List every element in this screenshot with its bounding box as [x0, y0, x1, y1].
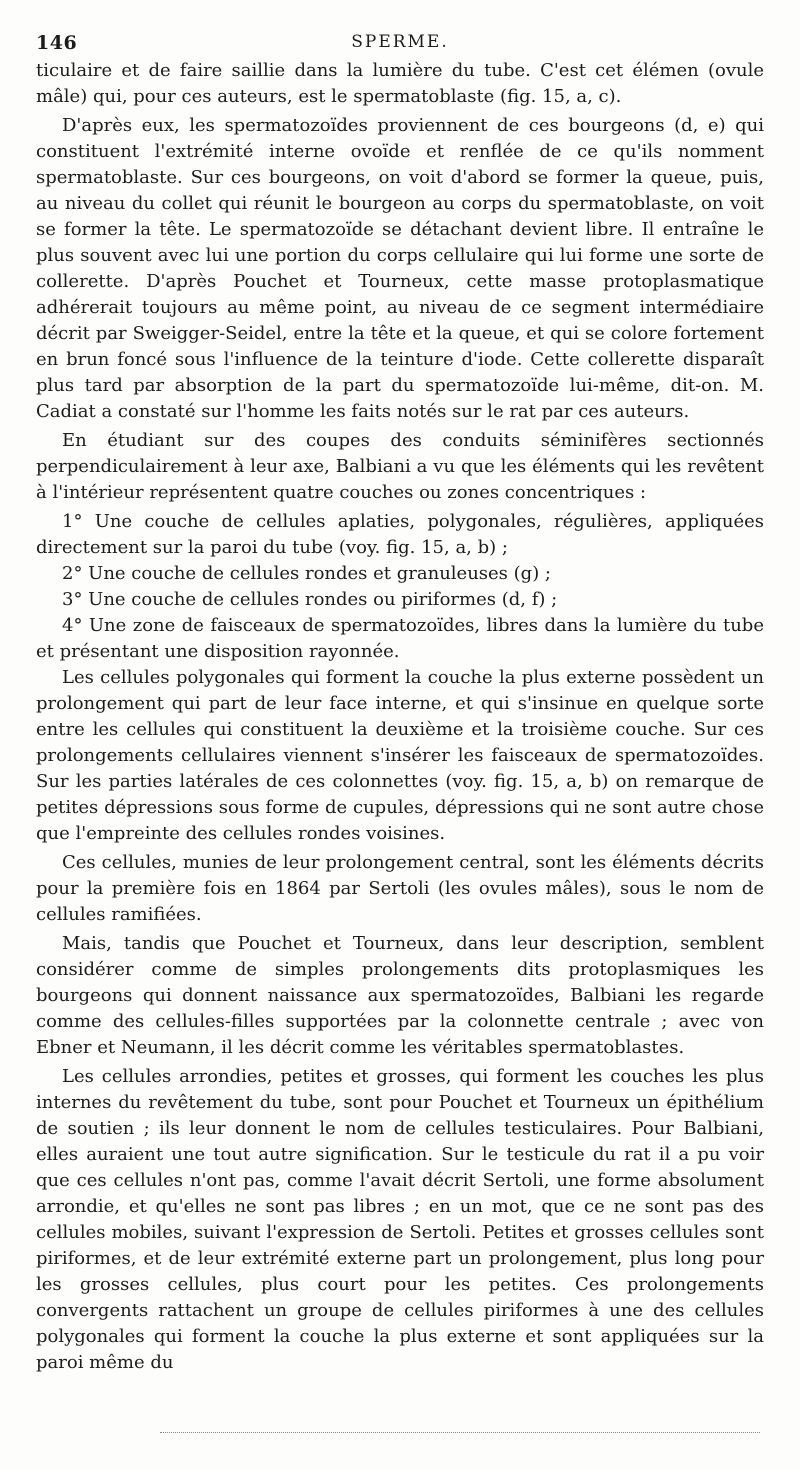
footer-rule [160, 1432, 760, 1433]
list-item-couche-4: 4° Une zone de faisceaux de spermatozoïdes, libres dans la lumière du tube et présentant une disposition rayonnée. [36, 615, 764, 662]
paragraph-cellules-polygonales: Les cellules polygonales qui forment la couche la plus externe possèdent un prolongement qui part de leur face interne, et qui s'insinue en quelque sorte entre les cellules qui constituent la deuxième et la troisième couche. Sur ces prolongements cellulaires viennent s'insérer les faisceaux de spermatozoïdes. Sur les parties latérales de ces colonnettes (voy. fig. 15, a, b) on remarque de petites dépressions sous forme de cupules, dépressions qui ne sont autre chose que l'empreinte des cellules rondes voisines. [36, 667, 764, 844]
paragraph-cellules-ramifiees: Ces cellules, munies de leur prolongement central, sont les éléments décrits pour la première fois en 1864 par Sertoli (les ovules mâles), sous le nom de cellules ramifiées. [36, 852, 764, 925]
paragraph-cellules-arrondies: Les cellules arrondies, petites et grosses, qui forment les couches les plus internes du revêtement du tube, sont pour Pouchet et Tourneux un épithélium de soutien ; ils leur donnent le nom de cellules testiculaires. Pour Balbiani, elles auraient une tout autre signification. Sur le testicule du rat il a pu voir que ces cellules n'ont pas, comme l'avait décrit Sertoli, une forme absolument arrondie, et qu'elles ne sont pas libres ; en un mot, que ce ne sont pas des cellules mobiles, suivant l'expression de Sertoli. Petites et grosses cellules sont piriformes, et de leur extrémité externe part un prolongement, plus long pour les grosses cellules, plus court pour les petites. Ces prolongements convergents rattachent un groupe de cellules piriformes à une des cellules polygonales qui forment la couche la plus externe et sont appliquées sur la paroi même du [36, 1066, 764, 1373]
page-number: 146 [36, 32, 78, 54]
paragraph-balbiani-coupes: En étudiant sur des coupes des conduits séminifères sectionnés perpendiculairement à leur axe, Balbiani a vu que les éléments qui les revêtent à l'intérieur représentent quatre couches ou zones concentriques : [36, 430, 764, 503]
running-head [36, 28, 764, 58]
paragraph-continuation: ticulaire et de faire saillie dans la lumière du tube. C'est cet élémen (ovule mâle) qui, pour ces auteurs, est le spermatoblaste (fig. 15, a, c). [36, 60, 764, 107]
list-item-couche-1: 1° Une couche de cellules aplaties, polygonales, régulières, appliquées directement sur la paroi du tube (voy. fig. 15, a, b) ; [36, 511, 764, 558]
running-title: SPERME. [351, 32, 449, 52]
list-item-couche-2: 2° Une couche de cellules rondes et granuleuses (g) ; [62, 563, 551, 584]
list-item-couche-3: 3° Une couche de cellules rondes ou piriformes (d, f) ; [62, 589, 558, 610]
paragraph-spermatoblaste: D'après eux, les spermatozoïdes proviennent de ces bourgeons (d, e) qui constituent l'extrémité interne ovoïde et renflée de ce qu'ils nomment spermatoblaste. Sur ces bourgeons, on voit d'abord se former la queue, puis, au niveau du collet qui réunit le bourgeon au corps du spermatoblaste, on voit se former la tête. Le spermatozoïde se détachant devient libre. Il entraîne le plus souvent avec lui une portion du corps cellulaire qui lui forme une sorte de collerette. D'après Pouchet et Tourneux, cette masse protoplasmatique adhérerait toujours au même point, au niveau de ce segment intermédiaire décrit par Sweigger-Seidel, entre la tête et la queue, et qui se colore fortement en brun foncé sous l'influence de la teinture d'iode. Cette collerette disparaît plus tard par absorption de la part du spermatozoïde lui-même, dit-on. M. Cadiat a constaté sur l'homme les faits notés sur le rat par ces auteurs. [36, 115, 764, 422]
paragraph-pouchet-tourneux: Mais, tandis que Pouchet et Tourneux, dans leur description, semblent considérer comme de simples prolongements dits protoplasmiques les bourgeons qui donnent naissance aux spermatozoïdes, Balbiani les regarde comme des cellules-filles supportées par la colonnette centrale ; avec von Ebner et Neumann, il les décrit comme les véritables spermatoblastes. [36, 933, 764, 1058]
body-text [36, 58, 764, 1376]
